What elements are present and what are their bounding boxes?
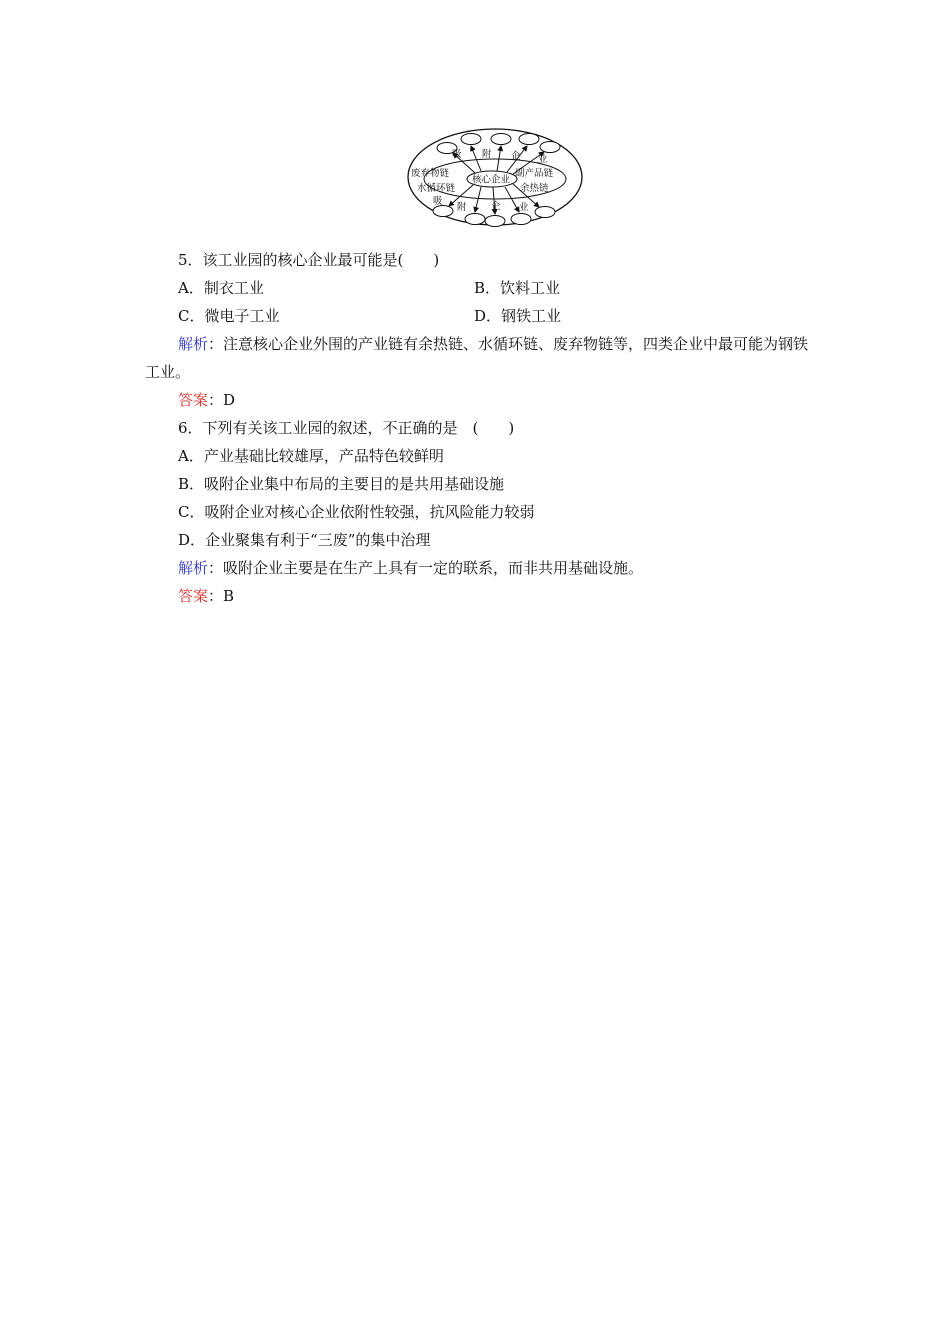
q6-answer-label: 答案 xyxy=(178,587,209,605)
core-label: 核心企业 xyxy=(472,174,511,186)
satellite-bottom-1 xyxy=(433,206,453,217)
q6-stem: 6．下列有关该工业园的叙述，不正确的是 ( ) xyxy=(178,419,515,437)
satellite-bottom-3 xyxy=(485,216,505,227)
q5-answer-text: ：D xyxy=(208,391,236,409)
satellite-bottom-4 xyxy=(511,214,531,225)
satellite-top-4 xyxy=(519,134,539,145)
satellite-top-5 xyxy=(540,142,560,153)
bottom-label-3: 企 xyxy=(491,201,501,212)
q6-answer xyxy=(145,582,815,610)
bottom-label-4: 业 xyxy=(519,202,529,213)
industrial-park-diagram-svg xyxy=(405,126,585,228)
satellite-top-2 xyxy=(461,134,481,145)
right-chain-1: 副产品链 xyxy=(515,168,554,179)
bottom-label-1: 吸 xyxy=(433,196,443,207)
q5-analysis-label: 解析 xyxy=(178,335,209,353)
q5-options-row-1 xyxy=(145,274,815,302)
q5-stem: 5．该工业园的核心企业最可能是( ) xyxy=(178,251,440,269)
top-label-3: 企 xyxy=(511,151,521,162)
q5-answer xyxy=(145,386,815,414)
arrow-top-2 xyxy=(471,146,481,171)
left-chain-2: 水循环链 xyxy=(417,183,456,194)
q5-answer-label: 答案 xyxy=(178,391,209,409)
q6-analysis-text: ：吸附企业主要是在生产上具有一定的联系，而非共用基础设施。 xyxy=(208,559,644,577)
satellite-bottom-2 xyxy=(465,214,485,225)
industrial-park-diagram xyxy=(405,126,585,228)
top-label-1: 吸 xyxy=(452,149,462,160)
q6-option-b: B．吸附企业集中布局的主要目的是共用基础设施 xyxy=(178,475,505,493)
q5-option-b: B．饮料工业 xyxy=(474,279,561,297)
right-chain-2: 余热链 xyxy=(520,183,549,194)
q6-option-a: A．产业基础比较雄厚，产品特色较鲜明 xyxy=(178,447,444,465)
q5-analysis-text: ：注意核心企业外围的产业链有余热链、水循环链、废弃物链等，四类企业中最可能为钢铁工业。 xyxy=(145,335,809,381)
bottom-label-2: 附 xyxy=(457,202,467,213)
q6-analysis xyxy=(145,554,815,582)
q5-option-c: C．微电子工业 xyxy=(178,307,280,325)
question-content xyxy=(145,246,815,610)
q6-answer-text: ：B xyxy=(208,587,235,605)
q6-option-c: C．吸附企业对核心企业依附性较强，抗风险能力较弱 xyxy=(178,503,535,521)
top-label-4: 业 xyxy=(538,154,548,165)
arrow-bottom-2 xyxy=(475,187,481,212)
top-label-2: 附 xyxy=(482,149,492,160)
satellite-bottom-5 xyxy=(535,207,555,218)
left-chain-1: 废弃物链 xyxy=(411,168,450,179)
satellite-top-3 xyxy=(491,134,511,145)
arrow-bottom-4 xyxy=(505,187,519,212)
q6-option-d: D．企业聚集有利于“三废”的集中治理 xyxy=(178,531,431,549)
q5-option-a: A．制衣工业 xyxy=(178,279,264,297)
q5-options-row-2 xyxy=(145,302,815,330)
q6-analysis-label: 解析 xyxy=(178,559,209,577)
q5-analysis xyxy=(145,330,815,386)
arrow-top-3 xyxy=(497,146,501,171)
q5-option-d: D．钢铁工业 xyxy=(474,307,562,325)
